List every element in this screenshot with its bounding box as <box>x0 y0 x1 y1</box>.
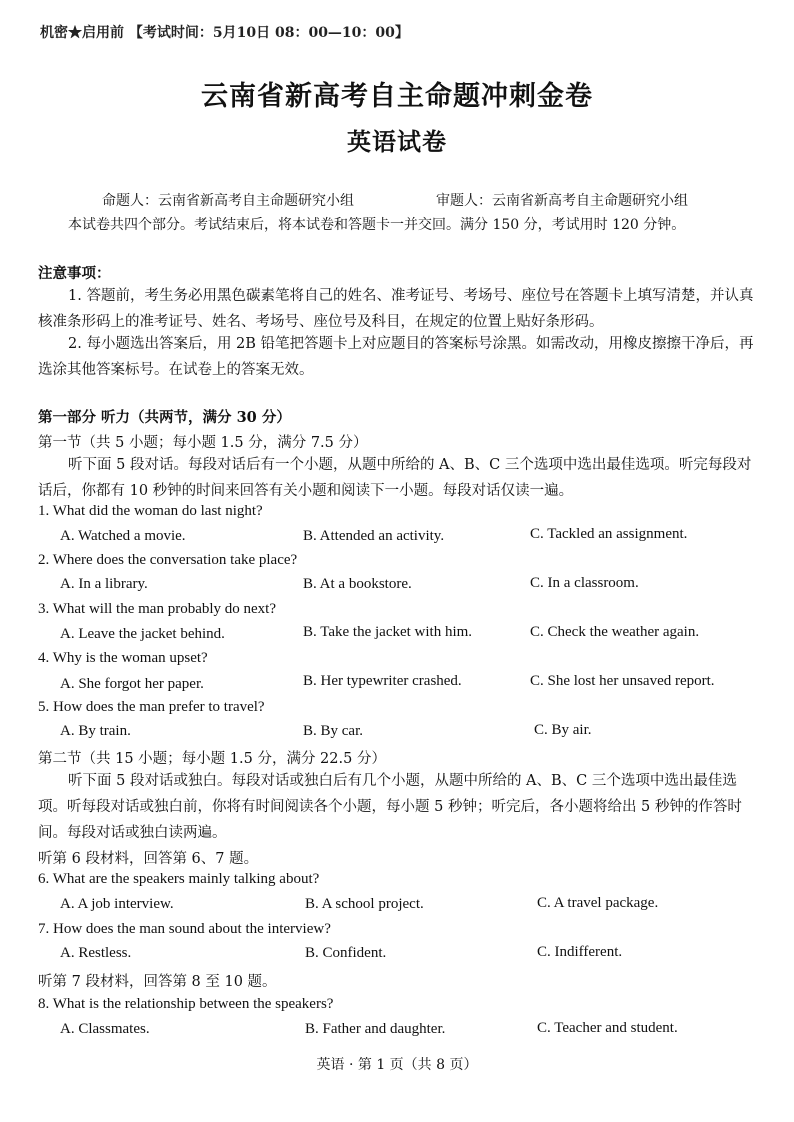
confidential-line: 机密★启用前 【考试时间：5月10日 08：00—10：00】 <box>40 25 409 41</box>
option-4b: B. Her typewriter crashed. <box>303 673 462 689</box>
part1-heading: 第一部分 听力（共两节，满分 30 分） <box>38 409 291 426</box>
option-7c: C. Indifferent. <box>537 944 623 960</box>
setter-line: 命题人：云南省新高考自主命题研究小组 <box>102 193 354 209</box>
option-2c: C. In a classroom. <box>530 575 639 591</box>
option-5b: B. By car. <box>303 723 363 739</box>
exam-info: 本试卷共四个部分。考试结束后，将本试卷和答题卡一并交回。满分 150 分，考试用时 120 分钟。 <box>68 217 686 233</box>
option-4a: A. She forgot her paper. <box>60 676 204 692</box>
option-8a: A. Classmates. <box>60 1021 150 1037</box>
option-3b: B. Take the jacket with him. <box>303 624 473 640</box>
option-6a: A. A job interview. <box>60 896 174 912</box>
option-3a: A. Leave the jacket behind. <box>60 626 225 642</box>
option-6b: B. A school project. <box>305 896 424 912</box>
option-2b: B. At a bookstore. <box>303 576 412 592</box>
option-1b: B. Attended an activity. <box>303 528 445 544</box>
option-3c: C. Check the weather again. <box>530 624 700 640</box>
option-1a: A. Watched a movie. <box>60 528 186 544</box>
notes-heading: 注意事项： <box>38 265 111 282</box>
reviewer-line: 审题人：云南省新高考自主命题研究小组 <box>436 193 688 209</box>
option-7a: A. Restless. <box>60 945 132 961</box>
question-3: 3. What will the man probably do next? <box>38 601 277 617</box>
option-7b: B. Confident. <box>305 945 387 961</box>
option-8c: C. Teacher and student. <box>537 1020 678 1036</box>
option-5a: A. By train. <box>60 723 131 739</box>
material-6-label: 听第 6 段材料，回答第 6、7 题。 <box>38 851 259 867</box>
question-4: 4. Why is the woman upset? <box>38 650 208 666</box>
section2-heading: 第二节（共 15 小题；每小题 1.5 分，满分 22.5 分） <box>38 751 386 767</box>
question-6: 6. What are the speakers mainly talking about? <box>38 871 320 887</box>
exam-subtitle: 英语试卷 <box>347 127 447 156</box>
question-7: 7. How does the man sound about the interview? <box>38 921 331 937</box>
exam-title: 云南省新高考自主命题冲刺金卷 <box>201 81 593 112</box>
option-2a: A. In a library. <box>60 576 148 592</box>
option-8b: B. Father and daughter. <box>305 1021 446 1037</box>
option-6c: C. A travel package. <box>537 895 659 911</box>
question-8: 8. What is the relationship between the speakers? <box>38 996 334 1012</box>
option-4c: C. She lost her unsaved report. <box>530 673 715 689</box>
option-1c: C. Tackled an assignment. <box>530 526 688 542</box>
note-item-2: 2. 每小题选出答案后，用 2B 铅笔把答题卡上对应题目的答案标号涂黑。如需改动，用橡皮擦擦干净后，再选涂其他答案标号。在试卷上的答案无效。 <box>38 336 754 378</box>
section1-heading: 第一节（共 5 小题；每小题 1.5 分，满分 7.5 分） <box>38 435 368 451</box>
material-7-label: 听第 7 段材料，回答第 8 至 10 题。 <box>38 974 277 990</box>
section2-instruction: 听下面 5 段对话或独白。每段对话或独白后有几个小题，从题中所给的 A、B、C 三个选项中选出最佳选项。听每段对话或独白前，你将有时间阅读各个小题，每小题 5 秒钟；听完后，各小题将给出 5 秒钟的作答时间。每段对话或独白读两遍。 <box>38 773 742 841</box>
section1-instruction: 听下面 5 段对话。每段对话后有一个小题，从题中所给的 A、B、C 三个选项中选出最佳选项。听完每段对话后，你都有 10 秒钟的时间来回答有关小题和阅读下一小题。每段对话仅读一遍。 <box>38 457 752 499</box>
question-2: 2. Where does the conversation take place? <box>38 552 298 568</box>
option-5c: C. By air. <box>534 722 592 738</box>
question-1: 1. What did the woman do last night? <box>38 503 263 519</box>
note-item-1: 1. 答题前，考生务必用黑色碳素笔将自己的姓名、准考证号、考场号、座位号在答题卡上填写清楚，并认真核准条形码上的准考证号、姓名、考场号、座位号及科目，在规定的位置上贴好条形码。 <box>38 288 754 330</box>
question-5: 5. How does the man prefer to travel? <box>38 699 265 715</box>
page-footer: 英语 · 第 1 页（共 8 页） <box>316 1057 478 1073</box>
